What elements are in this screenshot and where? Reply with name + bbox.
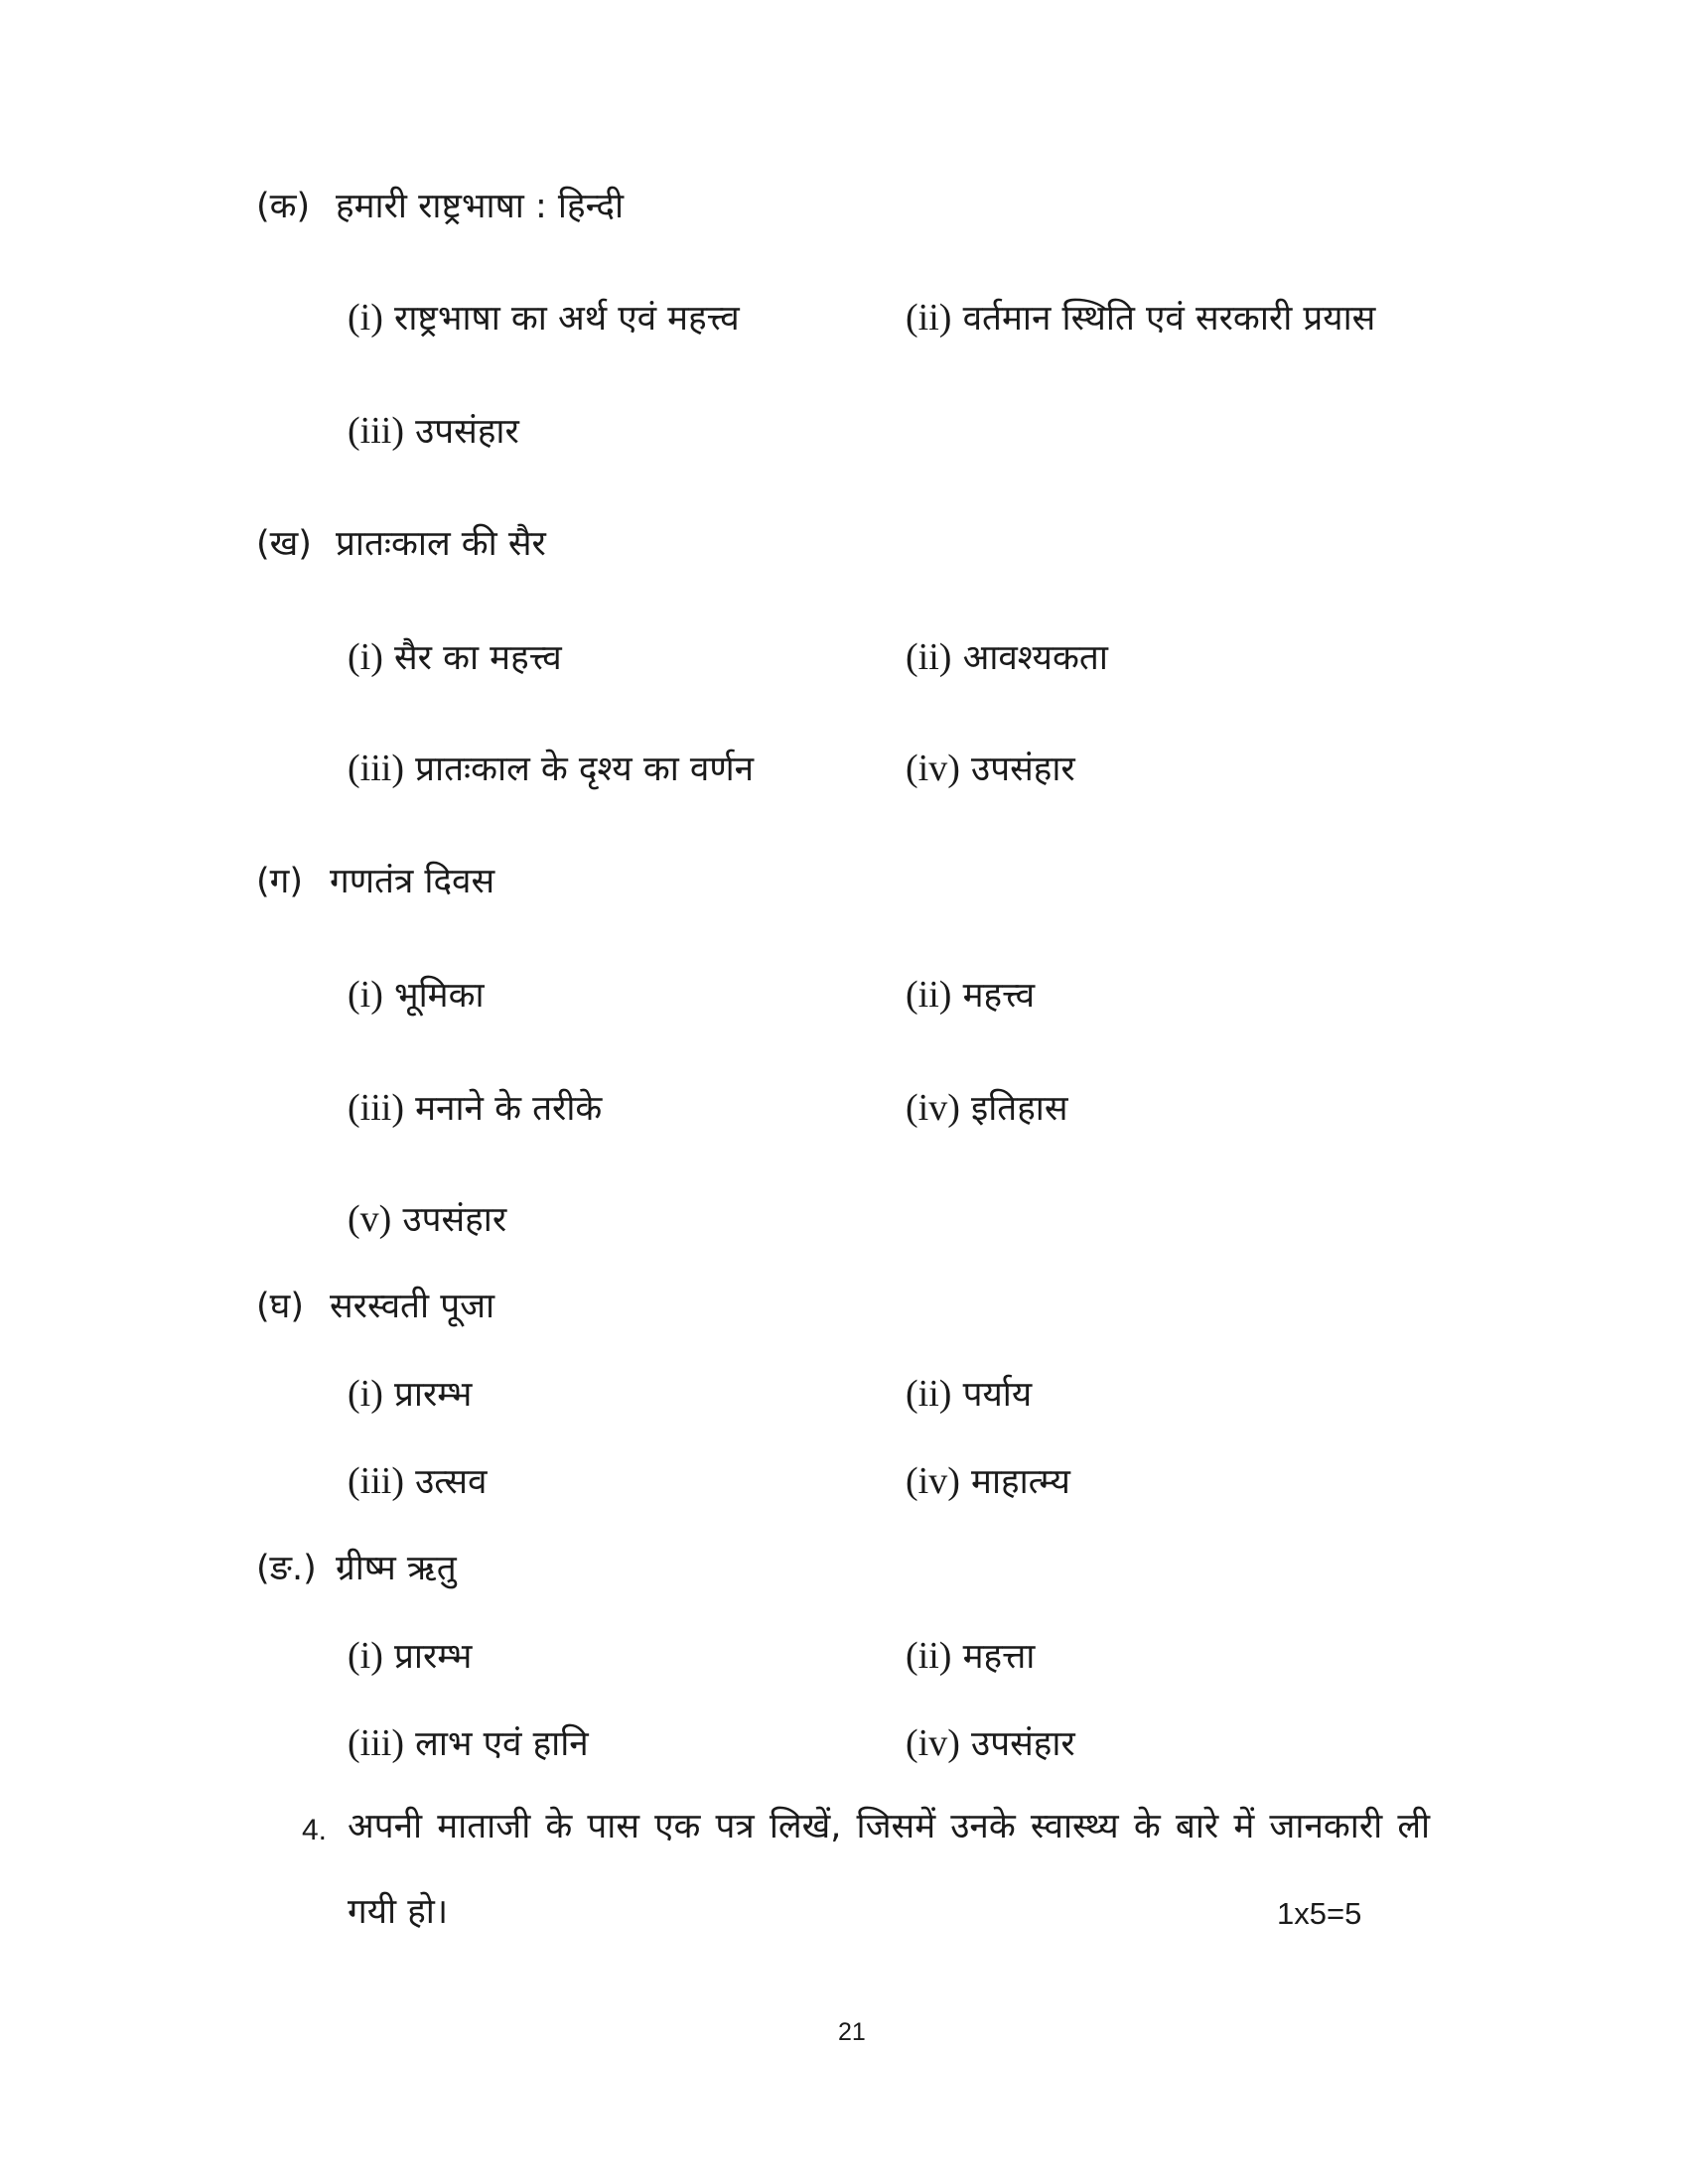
point-number: (iv)	[906, 1460, 960, 1502]
point-text: माहात्म्य	[971, 1462, 1070, 1502]
point-number: (iii)	[348, 748, 404, 789]
topic-title-gha: सरस्वती पूजा	[330, 1287, 495, 1326]
point-text: उपसंहार	[415, 412, 519, 452]
question-4-text-line2: गयी हो।	[348, 1892, 449, 1932]
point-gha-3	[348, 1459, 487, 1504]
point-text: महत्त्व	[962, 976, 1036, 1016]
point-text: प्रातःकाल के दृश्य का वर्णन	[415, 750, 755, 789]
point-ga-2	[906, 973, 1035, 1018]
point-text: राष्ट्रभाषा का अर्थ एवं महत्त्व	[394, 299, 740, 339]
point-ka-2	[906, 296, 1375, 341]
point-gha-1	[348, 1372, 472, 1417]
point-number: (iii)	[348, 1722, 404, 1764]
point-number: (iv)	[906, 1722, 960, 1764]
point-number: (ii)	[906, 1635, 952, 1677]
point-text: उपसंहार	[971, 1724, 1075, 1764]
topic-title-kha: प्रातःकाल की सैर	[336, 524, 546, 564]
point-ga-1	[348, 973, 485, 1018]
topic-label-gha: (घ)	[256, 1287, 304, 1326]
topic-label-kha: (ख)	[256, 524, 312, 564]
question-4-number: 4.	[302, 1814, 328, 1846]
point-kha-4	[906, 747, 1075, 791]
point-number: (iii)	[348, 1460, 404, 1502]
topic-title-ka: हमारी राष्ट्रभाषा : हिन्दी	[336, 187, 625, 226]
topic-label-ga: (ग)	[256, 862, 304, 901]
point-ka-3	[348, 409, 519, 454]
question-4-text-line1: अपनी माताजी के पास एक पत्र लिखें, जिसमें उनके स्वास्थ्य के बारे में जानकारी ली	[348, 1807, 1431, 1846]
point-number: (ii)	[906, 297, 952, 339]
topic-label-ka: (क)	[256, 187, 311, 226]
point-kha-2	[906, 635, 1108, 680]
point-text: उपसंहार	[971, 750, 1075, 789]
point-text: मनाने के तरीके	[415, 1089, 603, 1129]
point-number: (v)	[348, 1198, 392, 1240]
point-text: उत्सव	[415, 1462, 488, 1502]
point-text: वर्तमान स्थिति एवं सरकारी प्रयास	[962, 299, 1376, 339]
point-nga-3	[348, 1721, 589, 1766]
point-number: (iii)	[348, 1087, 404, 1129]
point-number: (iii)	[348, 410, 404, 452]
point-number: (i)	[348, 636, 383, 678]
point-kha-3	[348, 747, 754, 791]
point-number: (i)	[348, 297, 383, 339]
point-gha-2	[906, 1372, 1032, 1417]
point-text: आवश्यकता	[962, 638, 1108, 678]
point-ga-5	[348, 1197, 506, 1242]
point-ga-3	[348, 1086, 602, 1131]
point-number: (i)	[348, 1635, 383, 1677]
page-number: 21	[838, 2018, 866, 2046]
point-gha-4	[906, 1459, 1070, 1504]
point-nga-1	[348, 1634, 472, 1679]
point-text: महत्ता	[962, 1637, 1036, 1677]
point-text: उपसंहार	[402, 1200, 507, 1240]
point-text: प्रारम्भ	[394, 1375, 473, 1415]
point-number: (i)	[348, 1373, 383, 1415]
point-kha-1	[348, 635, 562, 680]
point-text: लाभ एवं हानि	[415, 1724, 589, 1764]
point-ga-4	[906, 1086, 1068, 1131]
point-text: इतिहास	[971, 1089, 1068, 1129]
point-number: (iv)	[906, 748, 960, 789]
topic-label-nga: (ङ.)	[256, 1549, 317, 1588]
point-nga-2	[906, 1634, 1035, 1679]
point-number: (iv)	[906, 1087, 960, 1129]
topic-title-nga: ग्रीष्म ऋतु	[336, 1549, 457, 1588]
point-text: भूमिका	[394, 976, 485, 1016]
point-number: (i)	[348, 974, 383, 1016]
point-text: सैर का महत्त्व	[394, 638, 562, 678]
question-4-marks: 1x5=5	[1277, 1896, 1362, 1931]
point-number: (ii)	[906, 1373, 952, 1415]
point-ka-1	[348, 296, 740, 341]
point-text: प्रारम्भ	[394, 1637, 473, 1677]
point-number: (ii)	[906, 974, 952, 1016]
point-nga-4	[906, 1721, 1075, 1766]
point-number: (ii)	[906, 636, 952, 678]
topic-title-ga: गणतंत्र दिवस	[330, 862, 495, 901]
point-text: पर्याय	[962, 1375, 1033, 1415]
